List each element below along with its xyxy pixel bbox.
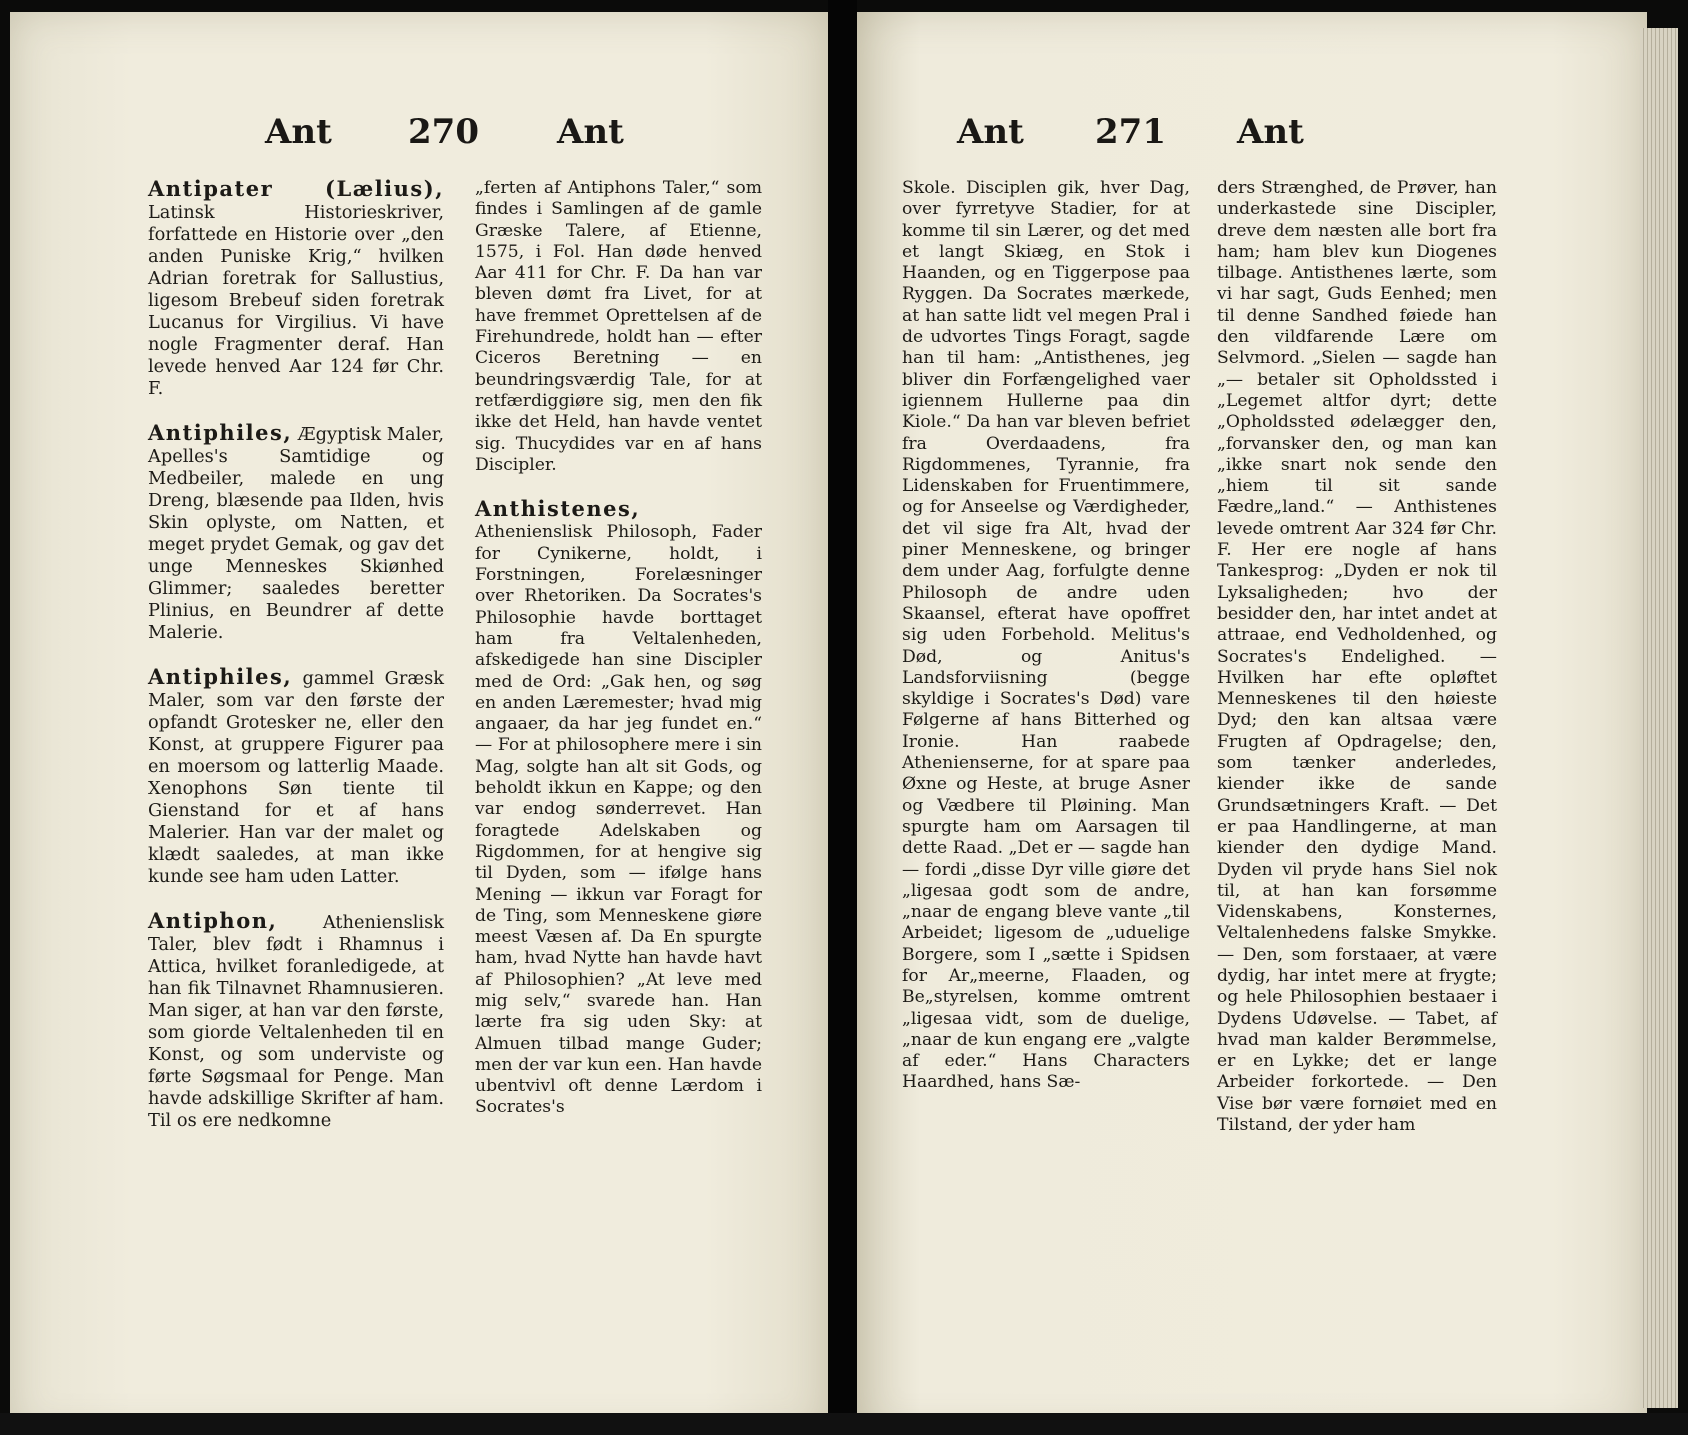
page-edges [1640,28,1678,1408]
entry-antiphon-continued [475,178,762,476]
left-page-number: 270 [408,112,479,152]
entry-body: Skole. Disciplen gik, hver Dag, over fyrretyve Stadier, for at komme til sin Lærer, og det med et langt Skiæg, en Stok i Haanden, og en Tiggerpose paa Ryggen. Da Socrates mærkede, at han satte lidt vel megen Pral i de udvortes Tings Foragt, sagde han til ham: „Antisthenes, jeg bliver din Forfængelighed vaer igiennem Hullerne paa din Kiole.“ Da han var bleven befriet fra Overdaadens, fra Rigdommenes, Tyrannie, fra Lidenskaben for Fruentimmere, og for Anseelse og Værdigheder, det vil sige fra Alt, hvad der piner Menneskene, og bringer dem under Aag, forfulgte denne Philosoph de andre uden Skaansel, efterat have opoffret sig uden Forbehold. Melitus's Død, og Anitus's Landsforviisning (begge skyldige i Socrates's Død) vare Følgerne af hans Bitterhed og Ironie. Han raabede Athenienserne, for at spare paa Øxne og Heste, at bruge Asner og Vædbere til Pløining. Man spurgte ham om Aarsagen til dette Raad. „Det er — sagde han — fordi „disse Dyr ville giøre det „ligesaa godt som de andre, „naar de engang bleve vante „til Arbeidet; ligesom de „uduelige Borgere, som I „sætte i Spidsen for Ar„meerne, Flaaden, og Be„styrelsen, komme omtrent „ligesaa vidt, som de duelige, „naar de kun engang ere „valgte af eder.“ Hans Characters Haardhed, hans Sæ- [902,178,1190,1093]
right-header-word-1: Ant [957,112,1024,152]
entry-head: Antiphon, [148,908,278,933]
entry-body: Latinsk Historieskriver, forfattede en Historie over „den anden Puniske Krig,“ hvilken Adrian foretrak for Sallustius, ligesom Brebeuf siden foretrak Lucanus for Virgilius. Vi have nogle Fragmenter deraf. Han levede henved Aar 124 før Chr. F. [148,202,444,399]
right-page-column-1 [902,178,1190,1116]
entry-head: Antiphiles, [148,664,293,689]
entry-antipater [148,178,444,400]
entry-body: Ægyptisk Maler, Apelles's Samtidige og Medbeiler, malede en ung Dreng, blæsende paa Ilden, hvis Skin oplyste, om Natten, et meget prydet Gemak, og gav det unge Menneskes Skiønhed Glimmer; saaledes beretter Plinius, en Beundrer af dette Malerie. [148,424,445,643]
scan-bottom-edge [0,1413,1688,1435]
right-header-word-2: Ant [1237,112,1304,152]
entry-antiphiles-1 [148,422,444,644]
entry-head: Anthistenes, [475,496,641,522]
entry-antiphiles-2 [148,666,444,888]
entry-body: Athenienslisk Taler, blev født i Rhamnus i Attica, hvilket foranledigede, at han fik Tilnavnet Rhamnusieren. Man siger, at han var den første, som giorde Veltalenheden til en Konst, og som underviste og førte Søgsmaal for Penge. Man havde adskillige Skrifter af ham. Til os ere nedkomne [148,912,444,1131]
right-page-header [857,112,1647,162]
entry-head: Antipater (Lælius), [148,176,444,201]
entry-anthistenes-continued-2 [1217,178,1497,1136]
entry-head: Antiphiles, [148,420,293,445]
entry-anthistenes [475,498,762,1119]
right-page-column-2 [1217,178,1497,1158]
left-header-word-1: Ant [265,112,332,152]
entry-body: „ferten af Antiphons Taler,“ som findes i Samlingen af de gamle Græske Talere, af Etienne, 1575, i Fol. Han døde henved Aar 411 for Chr. F. Da han var bleven dømt fra Livet, for at have fremmet Oprettelsen af de Firehundrede, holdt han — efter Ciceros Beretning — en beundringsværdig Tale, for at retfærdiggiøre sig, men den fik ikke det Held, han havde ventet sig. Thucydides var en af hans Discipler. [475,178,762,475]
right-page-number: 271 [1095,112,1166,152]
entry-anthistenes-continued [902,178,1190,1094]
left-page-header [10,112,828,162]
left-page-column-1 [148,178,444,1154]
left-header-word-2: Ant [557,112,624,152]
entry-antiphon [148,910,444,1132]
entry-body: gammel Græsk Maler, som var den første der opfandt Grotesker ne, eller den Konst, at gruppere Figurer paa en moersom og latterlig Maade. Xenophons Søn tiente til Gienstand for et af hans Malerier. Han var der malet og klædt saaledes, at man ikke kunde see ham uden Latter. [148,668,444,887]
entry-body: Athenienslisk Philosoph, Fader for Cynikerne, holdt, i Forstningen, Forelæsninger over Rhetoriken. Da Socrates's Philosophie havde borttaget ham fra Veltalenheden, afskedigede han sine Discipler med de Ord: „Gak hen, og søg en anden Læremester; hvad mig angaaer, da har jeg fundet en.“ — For at philosophere mere i sin Mag, solgte han alt sit Gods, og beholdt ikkun en Kappe; og den var endog sønderrevet. Han foragtede Adelskaben og Rigdommen, for at hengive sig til Dyden, som — ifølge hans Mening — ikkun var Foragt for de Ting, som Menneskene giøre meest Væsen af. Da En spurgte ham, hvad Nytte han havde havt af Philosophien? „At leve med mig selv,“ svarede han. Han lærte fra sig uden Sky: at Almuen tilbad mange Guder; men der var kun een. Han havde ubentvivl oft denne Lærdom i Socrates's [475,522,762,1118]
left-page-column-2 [475,178,762,1141]
book-gutter [828,0,857,1435]
entry-body: ders Strænghed, de Prøver, han underkastede sine Discipler, dreve dem næsten alle bort fra ham; ham blev kun Diogenes tilbage. Antisthenes lærte, som vi har sagt, Guds Eenhed; men til denne Sandhed føiede han den vildfarende Lære om Selvmord. „Sielen — sagde han „— betaler sit Opholdssted i „Legemet altfor dyrt; dette „Opholdssted ødelægger den, „forvansker den, og man kan „ikke snart nok sende den „hiem til sit sande Fædre„land.“ — Anthistenes levede omtrent Aar 324 før Chr. F. Her ere nogle af hans Tankesprog: „Dyden er nok til Lyksaligheden; hvo der besidder den, har intet andet at attraae, end Vedholdenhed, og Socrates's Endelighed. — Hvilken har efte opløftet Menneskenes til den høieste Dyd; den kan altsaa være Frugten af Opdragelse; den, som tænker anderledes, kiender ikke de sande Grundsætningers Kraft. — Det er paa Handlingerne, at man kiender den dydige Mand. Dyden vil pryde hans Siel nok til, at han kan forsømme Videnskabens, Konsternes, Veltalenhedens falske Smykke. — Den, som forstaaer, at være dydig, har intet mere at frygte; og hele Philosophien bestaaer i Dydens Udøvelse. — Tabet, af hvad man kalder Berømmelse, er en Lykke; det er lange Arbeider forkortede. — Den Vise bør være fornøiet med en Tilstand, der yder ham [1217,178,1497,1136]
